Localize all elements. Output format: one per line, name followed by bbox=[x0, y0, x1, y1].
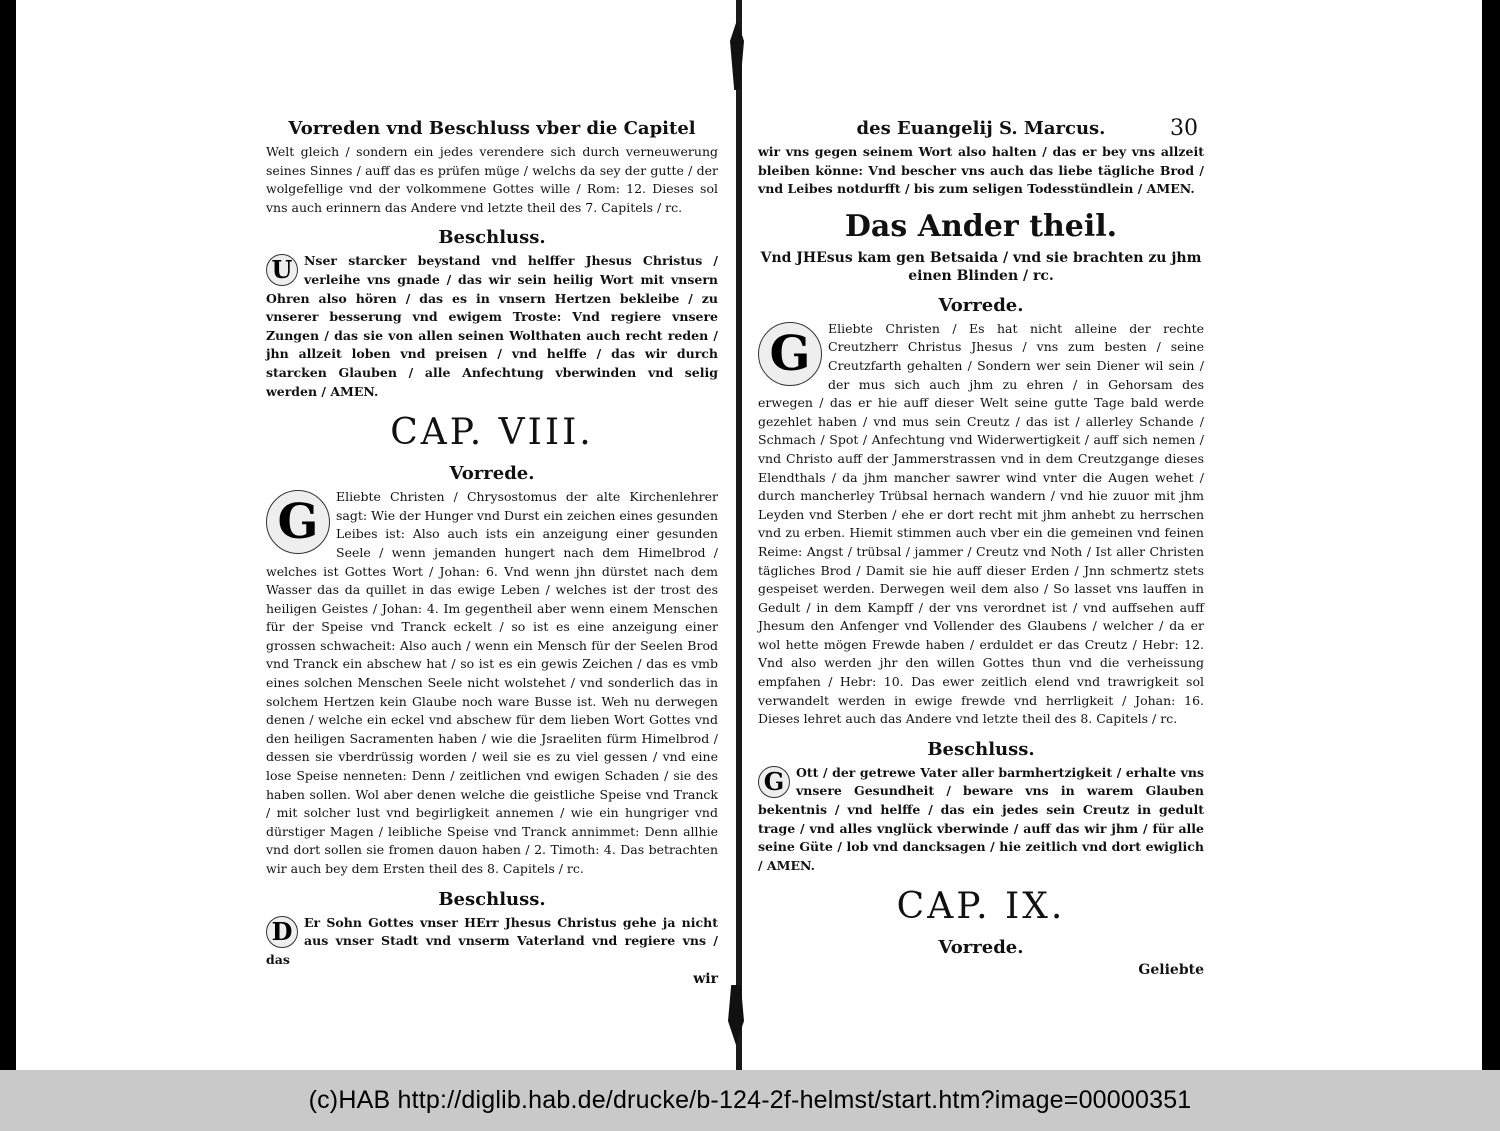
vorrede-heading-2: Vorrede. bbox=[938, 937, 1024, 959]
catchword: Geliebte bbox=[1138, 962, 1204, 979]
scan-right-border bbox=[1482, 0, 1500, 1070]
beschluss-heading: Beschluss. bbox=[438, 227, 546, 249]
decorated-initial: D bbox=[266, 916, 298, 948]
beschluss-text: Ott / der getrewe Vater aller barmhertzigkeit / erhalte vns vnsere Gesundheit / beware vns in warem Glauben bekentnis / vnd helffe / das ein jedes sein Creutz in gedult trage / vnd alles vnglück vberwinde / auff das wir jhm / für alle seine Güte / lob vnd dancksagen / hie zeitlich vnd dort ewiglich / AMEN. bbox=[758, 764, 1204, 873]
decorated-initial: G bbox=[758, 766, 790, 798]
vorrede-text: Eliebte Christen / Es hat nicht alleine der rechte Creutzherr Christus Jhesus / vns zum besten / seine Creutzfarth gehalten / Sondern wer sein Diener wil sein / der mus sich auch jhm zu ehren / in Gehorsam des erwegen / das er hie auff dieser Welt seine gutte Tage bald werde gezehlet haben / vnd mus sein Creutz / das ist / allerley Schande / Schmach / Spot / Anfechtung vnd Widerwertigkeit / auff sich nemen / vnd Christo auff der Jammerstrassen vnd in dem Creutzgange dieses Elendthals / da jhm mancher sawrer wind vnter die Augen wehet / durch mancherley Trübsal hernach wandern / vnd hie zuuor mit jhm Leyden vnd Sterben / ehe er dort recht mit jhm anhebt zu herrschen vnd zu erben. Hiemit stimmen auch vber ein die gemeinen vnd feinen Reime: Angst / trübsal / jammer / Creutz vnd Noth / Ist aller Christen tägliches Brod / Damit sie hie auff dieser Erden / Jnn schmertz stets gespeiset werden. Derwegen weil dem also / So lasset vns lauffen in Gedult / in dem Kampff / der vns verordnet ist / vnd auffsehen auff Jhesum den Anfenger vnd Vollender des Glaubens / welcher / da er wol hette mögen Frewde haben / erduldet er das Creutz / Hebr: 12. Vnd also werden jhr den willen Gottes thun vnd die verheissung empfahen / Hebr: 10. Das ewer zeitlich elend vnd trawrigkeit sol verwandelt werden in ewige frewde vnd herrligkeit / Johan: 16. Dieses lehret auch das Andere vnd letzte theil des 8. Capitels / rc. bbox=[758, 320, 1204, 727]
chapter-heading: CAP. VIII. bbox=[390, 412, 594, 454]
running-head: Vorreden vnd Beschluss vber die Capitel bbox=[288, 118, 696, 139]
scan-left-border bbox=[0, 0, 16, 1070]
vorrede-heading: Vorrede. bbox=[449, 463, 535, 485]
footer-bar bbox=[0, 1070, 1500, 1131]
vorrede-paragraph bbox=[758, 320, 1204, 729]
beschluss-paragraph bbox=[266, 252, 718, 401]
decorated-initial: U bbox=[266, 254, 298, 286]
footer-credit: (c)HAB http://diglib.hab.de/drucke/b-124-2f-helmst/start.htm?image=00000351 bbox=[308, 1086, 1192, 1114]
part-heading: Das Ander theil. bbox=[844, 208, 1118, 244]
beschluss-heading-2: Beschluss. bbox=[438, 888, 546, 910]
vorrede-heading: Vorrede. bbox=[938, 294, 1024, 316]
chapter-heading: CAP. IX. bbox=[896, 886, 1066, 928]
beschluss-paragraph-2 bbox=[266, 914, 718, 970]
beschluss-text-2: Er Sohn Gottes vnser HErr Jhesus Christus gehe ja nicht aus vnser Stadt vnd vnserm Vaterland vnd regiere vns / das bbox=[266, 914, 718, 967]
bible-verse-subtitle: Vnd JHEsus kam gen Betsaida / vnd sie brachten zu jhm einen Blinden / rc. bbox=[760, 249, 1202, 284]
catchword: wir bbox=[693, 971, 718, 988]
running-head-text: des Euangelij S. Marcus. bbox=[856, 118, 1106, 139]
vorrede-text: Eliebte Christen / Chrysostomus der alte Kirchenlehrer sagt: Wie der Hunger vnd Durst ein zeichen eines gesunden Leibes ist: Also auch ists ein anzeigung einer gesunden Seele / wenn jemanden hungert nach dem Himelbrod / welches ist Gottes Wort / Johan: 6. Vnd wenn jhn dürstet nach dem Wasser das da quillet in das ewige Leben / welches ist der trost des heiligen Geistes / Johan: 4. Im gegentheil aber wenn einem Menschen für der Speise vnd Tranck eckelt / so ist es eine anzeigung einer grossen schwacheit: Also auch / wenn ein Mensch für der Seelen Brod vnd Tranck ein abschew hat / so ist es ein gewis Zeichen / das es vmb eines solchen Menschen Seele nicht wolstehet / vnd sonderlich das in solchem Hertzen kein Glaube noch ware Busse ist. Weh nu derwegen denen / welche ein eckel vnd abschew für dem lieben Wort Gottes vnd den heiligen Sacramenten haben / wie die Jsraeliten fürm Himelbrod / dessen sie vberdrüssig worden / weil sie es zu viel gessen / vnd eine lose Speise nenneten: Denn / zeitlichen vnd ewigen Schaden / sie des haben sollen. Wol aber denen welche die geistliche Speise vnd Tranck / mit solcher lust vnd begirligkeit annemen / wie ein hungriger vnd dürstiger Magen / leibliche Speise vnd Tranck annimmet: Denn allhie vnd dort sollen sie fromen dauon haben / 2. Timoth: 4. Das betrachten wir auch bey dem Ersten theil des 8. Capitels / rc. bbox=[266, 489, 718, 876]
beschluss-heading: Beschluss. bbox=[927, 738, 1035, 760]
page-number: 30 bbox=[1170, 116, 1198, 141]
vorrede-paragraph bbox=[266, 488, 718, 878]
decorated-initial: G bbox=[266, 490, 330, 554]
intro-text: wir vns gegen seinem Wort also halten / das er bey vns allzeit bleiben könne: Vnd bescher vns auch das liebe tägliche Brod / vnd Leibes notdurfft / bis zum seligen Todesstündlein / AMEN. bbox=[758, 144, 1204, 197]
beschluss-paragraph bbox=[758, 764, 1204, 876]
book-gutter bbox=[736, 0, 742, 1070]
decorated-initial: G bbox=[758, 322, 822, 386]
right-page bbox=[758, 118, 1204, 978]
running-head bbox=[758, 118, 1204, 139]
beschluss-text: Nser starcker beystand vnd helffer Jhesus Christus / verleihe vns gnade / das wir sein heilig Wort mit vnsern Ohren also hören / das es in vnsern Hertzen bekleibe / zu vnserer besserung vnd ewigem Troste: Vnd regiere vnsere Zungen / das sie von allen seinen Wolthaten auch recht reden / jhn allzeit loben vnd preisen / vnd helffe / das wir durch starcken Glauben / alle Anfechtung vberwinden vnd selig werden / AMEN. bbox=[266, 253, 718, 399]
left-page bbox=[266, 118, 718, 987]
intro-text: Welt gleich / sondern ein jedes verendere sich durch verneuwerung seines Sinnes / auff das es prüfen müge / welchs da sey der gutte / der wolgefellige vnd der volkommene Gottes wille / Rom: 12. Dieses sol vns auch erinnern das Andere vnd letzte theil des 7. Capitels / rc. bbox=[266, 144, 718, 215]
